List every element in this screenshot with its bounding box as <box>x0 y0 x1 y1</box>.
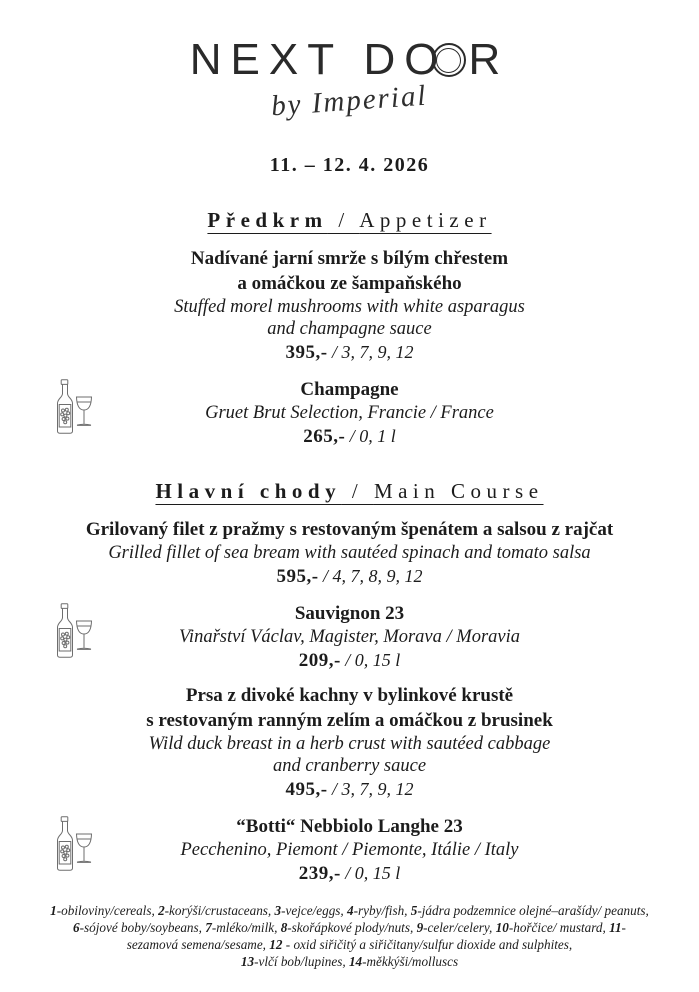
menu-item-dish <box>0 246 699 365</box>
price-amount: 595,- <box>276 566 319 587</box>
logo <box>0 34 699 123</box>
item-price-line <box>0 340 699 365</box>
menu-section <box>0 204 699 449</box>
price-amount: 495,- <box>285 779 328 800</box>
item-subtitle-line: Gruet Brut Selection, Francie / France <box>205 403 494 423</box>
item-price-line <box>0 777 699 802</box>
menu-section <box>0 475 699 886</box>
menu-item-wine <box>0 601 699 673</box>
item-subtitle-line: Pecchenino, Piemont / Piemonte, Itálie / Italy <box>180 840 519 860</box>
item-title-line: Champagne <box>300 379 399 400</box>
item-title-line: s restovaným ranným zelím a omáčkou z brusinek <box>146 710 553 731</box>
item-price-line <box>0 648 699 673</box>
wine-bottle-glass-icon <box>48 378 96 436</box>
price-suffix: / 4, 7, 8, 9, 12 <box>318 566 423 586</box>
price-suffix: / 0, 1 l <box>345 426 396 446</box>
item-title-line: Grilovaný filet z pražmy s restovaným špenátem a salsou z rajčat <box>85 519 614 540</box>
section-heading <box>0 475 699 507</box>
menu-item-wine <box>0 377 699 449</box>
allergen-line: 6-sójové boby/soybeans, 7-mléko/milk, 8-skořápkové plody/nuts, 9-celer/celery, 10-hořčice/ mustard, 11- <box>73 920 626 935</box>
item-subtitle-line: Stuffed morel mushrooms with white asparagus <box>174 297 525 317</box>
item-subtitle-line: Grilled fillet of sea bream with sautéed spinach and tomato salsa <box>108 543 591 563</box>
item-title-line: Nadívané jarní smrže s bílým chřestem <box>190 248 509 269</box>
price-amount: 395,- <box>285 342 328 363</box>
price-amount: 265,- <box>303 426 346 447</box>
item-price-line <box>0 861 699 886</box>
item-subtitle-line: Vinařství Václav, Magister, Morava / Moravia <box>179 627 520 647</box>
item-subtitle-line: and champagne sauce <box>267 319 432 339</box>
section-heading <box>0 204 699 236</box>
logo-wordmark <box>0 34 699 86</box>
section-heading-cz: Předkrm <box>207 208 328 232</box>
logo-text-before: NEXT DO <box>189 35 448 84</box>
section-heading-separator: / <box>327 208 360 232</box>
allergen-line: 1-obiloviny/cereals, 2-korýši/crustaceans, 3-vejce/eggs, 4-ryby/fish, 5-jádra podzemnice olejné–arašídy/ peanuts, <box>50 903 649 918</box>
menu-item-dish <box>0 683 699 802</box>
item-title-line: Sauvignon 23 <box>294 603 405 624</box>
item-subtitle-line: and cranberry sauce <box>272 756 427 776</box>
item-subtitle-line: Wild duck breast in a herb crust with sautéed cabbage <box>148 734 551 754</box>
menu-item-wine <box>0 814 699 886</box>
section-heading-separator: / <box>341 479 374 503</box>
menu-sections <box>0 204 699 886</box>
item-title-line: Prsa z divoké kachny v bylinkové krustě <box>185 685 514 706</box>
wine-bottle-glass-icon <box>48 602 96 660</box>
logo-text-after: R <box>468 35 510 84</box>
section-heading-en: Main Course <box>373 479 544 503</box>
menu-item-dish <box>0 517 699 589</box>
price-suffix: / 0, 15 l <box>340 650 401 670</box>
price-amount: 209,- <box>298 650 341 671</box>
wine-bottle-glass-icon <box>48 815 96 873</box>
price-suffix: / 3, 7, 9, 12 <box>327 342 414 362</box>
price-amount: 239,- <box>298 863 341 884</box>
allergen-footer <box>16 902 684 970</box>
price-suffix: / 0, 15 l <box>340 863 401 883</box>
allergen-line: 13-vlčí bob/lupines, 14-měkkýši/molluscs <box>240 954 459 969</box>
price-suffix: / 3, 7, 9, 12 <box>327 779 414 799</box>
item-price-line <box>0 424 699 449</box>
section-heading-en: Appetizer <box>359 208 492 232</box>
logo-script: by Imperial <box>270 79 429 123</box>
section-heading-cz: Hlavní chody <box>155 479 342 503</box>
item-title-line: a omáčkou ze šampaňského <box>237 273 462 294</box>
item-title-line: “Botti“ Nebbiolo Langhe 23 <box>236 816 463 837</box>
allergen-line: sezamová semena/sesame, 12 - oxid siřičitý a siřičitany/sulfur dioxide and sulphites, <box>126 937 573 952</box>
double-ring-o-icon <box>432 43 466 77</box>
date-range: 11. – 12. 4. 2026 <box>269 154 430 176</box>
item-price-line <box>0 564 699 589</box>
